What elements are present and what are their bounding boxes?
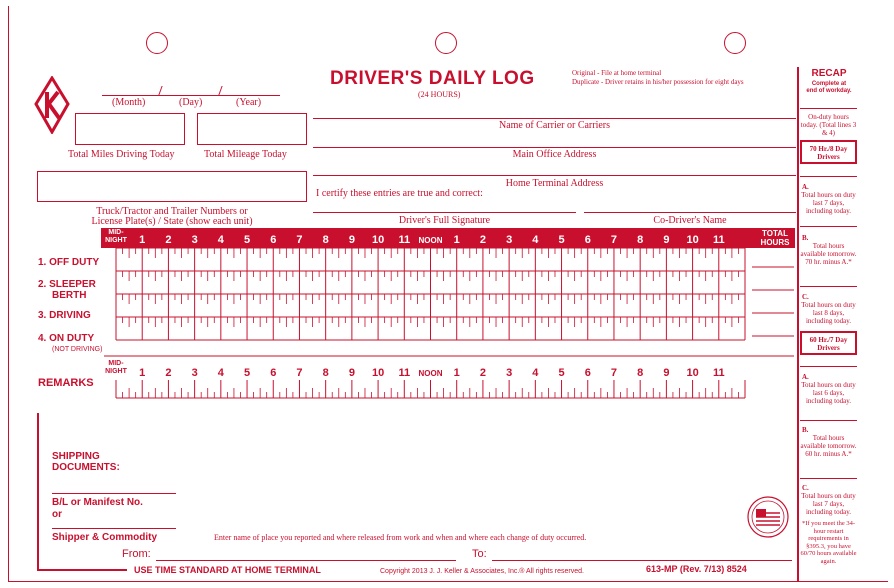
hour-label-23: 11 (712, 234, 725, 246)
hour-label-lower-9: 9 (348, 367, 355, 379)
row-label-on-duty: 4. ON DUTY (38, 333, 95, 344)
shipping-docs-label-1: SHIPPING (52, 451, 100, 462)
row-label-driving: 3. DRIVING (38, 310, 91, 321)
main-office-label: Main Office Address (512, 149, 597, 160)
hour-label-17: 5 (558, 234, 565, 246)
truck-label-1: Truck/Tractor and Trailer Numbers or (96, 206, 248, 217)
hour-label-14: 2 (479, 234, 486, 246)
day-label: (Day) (179, 97, 203, 108)
shipper-line (52, 528, 176, 529)
recap-c70-label: C. (802, 293, 809, 301)
from-label: From: (122, 548, 151, 560)
row-label-sleeper: 2. SLEEPER (38, 279, 96, 290)
hour-label-lower-5: 5 (243, 367, 251, 379)
month-label: (Month) (112, 97, 146, 108)
hour-label-lower-1: 1 (139, 367, 146, 379)
hour-label-lower-15: 3 (506, 367, 513, 379)
hour-label-3: 3 (191, 234, 198, 246)
truck-label-2: License Plate(s) / State (show each unit) (91, 216, 253, 227)
hour-label-lower-19: 7 (610, 367, 618, 379)
recap-title: RECAP (811, 68, 847, 79)
row-label-sleeper-berth: BERTH (52, 290, 87, 301)
recap-60hr-box: 60 Hr./7 Day Drivers (800, 331, 857, 355)
copy-duplicate: Duplicate - Driver retains in his/her possession for eight days (572, 78, 744, 86)
hour-label-13: 1 (453, 234, 460, 246)
hour-label-15: 3 (506, 234, 513, 246)
hour-label-1: 1 (139, 234, 146, 246)
hour-label-lower-11: 11 (398, 367, 411, 379)
hour-label-lower-6: 6 (270, 367, 277, 379)
recap-a70-label: A. (802, 183, 809, 191)
total-miles-label: Total Miles Driving Today (68, 149, 175, 160)
hour-label-lower-14: 2 (479, 367, 486, 379)
signature-label: Driver's Full Signature (398, 215, 491, 226)
hour-label-12: NOON (418, 236, 443, 245)
hour-label-4: 4 (217, 234, 224, 246)
hour-label-5: 5 (243, 234, 251, 246)
recap-b60-label: B. (802, 426, 809, 434)
remarks-label: REMARKS (38, 377, 94, 389)
time-standard-note: USE TIME STANDARD AT HOME TERMINAL (134, 565, 321, 575)
hour-label-lower-20: 8 (637, 367, 644, 379)
midnight-label: MID- NIGHT (105, 229, 127, 244)
shipping-docs-label-2: DOCUMENTS: (52, 462, 120, 473)
hour-label-lower-16: 4 (532, 367, 539, 379)
hour-label-lower-23: 11 (712, 367, 725, 379)
carrier-label: Name of Carrier or Carriers (498, 120, 611, 131)
recap-subtitle-1: Complete at (811, 81, 847, 87)
home-terminal-label: Home Terminal Address (505, 178, 604, 189)
recap-on-duty: On-duty hours today. (Total lines 3 & 4) (800, 113, 857, 137)
hour-label-10: 10 (371, 234, 385, 246)
hour-label-lower-22: 10 (686, 367, 699, 379)
recap-c60: Total hours on duty last 7 days, including today. (801, 492, 856, 516)
shipper-label: Shipper & Commodity (52, 532, 158, 543)
hour-label-6: 6 (270, 234, 277, 246)
recap-line (800, 420, 857, 421)
hour-label-lower-2: 2 (165, 367, 172, 379)
recap-footnote: *If you meet the 34-hour restart requirements in §395.3, you have 60/70 hours available again. (800, 520, 857, 565)
recap-a60-label: A. (802, 373, 809, 381)
recap-line (800, 176, 857, 177)
recap-b70-label: B. (802, 234, 809, 242)
shipping-bracket (37, 413, 39, 571)
total-mileage-label: Total Mileage Today (204, 149, 287, 160)
recap-line (800, 108, 857, 109)
page-title: DRIVER'S DAILY LOG (330, 68, 535, 89)
hour-label-21: 9 (663, 234, 670, 246)
hour-label-22: 10 (686, 234, 699, 246)
recap-70hr-box: 70 Hr./8 Day Drivers (800, 140, 857, 164)
from-line[interactable] (156, 560, 456, 561)
form-number: 613-MP (Rev. 7/13) 8524 (646, 564, 747, 574)
bl-or-label: or (52, 509, 62, 520)
total-hours-header: TOTAL HOURS (760, 229, 790, 247)
recap-subtitle-2: end of workday. (806, 88, 852, 94)
hour-label-16: 4 (532, 234, 539, 246)
hour-label-11: 11 (398, 234, 411, 246)
year-label: (Year) (236, 97, 262, 108)
hour-label-lower-17: 5 (558, 367, 565, 379)
recap-line (800, 286, 857, 287)
hour-label-lower-12: NOON (418, 369, 443, 378)
hour-label-lower-18: 6 (584, 367, 591, 379)
hour-label-7: 7 (296, 234, 303, 246)
hour-label-8: 8 (322, 234, 329, 246)
page-subtitle: (24 HOURS) (418, 90, 461, 99)
hour-label-20: 8 (637, 234, 644, 246)
hour-label-lower-10: 10 (371, 367, 385, 379)
recap-divider (797, 67, 799, 581)
copy-original: Original - File at home terminal (572, 69, 662, 77)
to-label: To: (472, 548, 487, 560)
hour-label-lower-8: 8 (322, 367, 329, 379)
recap-b70: Total hours available tomorrow. 70 hr. minus A.* (800, 242, 857, 266)
recap-line (800, 478, 857, 479)
recap-a70: Total hours on duty last 7 days, including today. (801, 191, 856, 215)
hour-label-2: 2 (165, 234, 172, 246)
recap-c70: Total hours on duty last 8 days, including today. (801, 301, 856, 325)
recap-line (800, 226, 857, 227)
hour-label-9: 9 (348, 234, 355, 246)
certify-text: I certify these entries are true and correct: (316, 188, 483, 199)
bl-label: B/L or Manifest No. (52, 497, 143, 508)
row-label-off-duty: 1. OFF DUTY (38, 257, 100, 268)
row-label-not-driving: (NOT DRIVING) (52, 346, 103, 353)
hour-label-19: 7 (610, 234, 618, 246)
recap-b60: Total hours available tomorrow. 60 hr. minus A.* (800, 434, 857, 458)
shipping-bracket-bottom (37, 569, 127, 571)
recap-a60: Total hours on duty last 6 days, including today. (801, 381, 856, 405)
recap-line (800, 366, 857, 367)
made-in-usa-seal-icon (744, 495, 792, 539)
copyright-text: Copyright 2013 J. J. Keller & Associates, Inc.® All rights reserved. (380, 568, 584, 575)
hour-label-lower-3: 3 (191, 367, 198, 379)
midnight-label-lower: MID- NIGHT (105, 360, 127, 375)
codriver-label: Co-Driver's Name (653, 215, 727, 226)
hour-label-18: 6 (584, 234, 591, 246)
hour-label-lower-4: 4 (217, 367, 224, 379)
to-line[interactable] (492, 560, 792, 561)
instructions-text: Enter name of place you reported and where released from work and when and where each change of duty occurred. (214, 533, 587, 542)
bl-line (52, 493, 176, 494)
hour-label-lower-7: 7 (296, 367, 303, 379)
recap-c60-label: C. (802, 484, 809, 492)
hour-label-lower-21: 9 (663, 367, 670, 379)
hour-label-lower-13: 1 (453, 367, 460, 379)
